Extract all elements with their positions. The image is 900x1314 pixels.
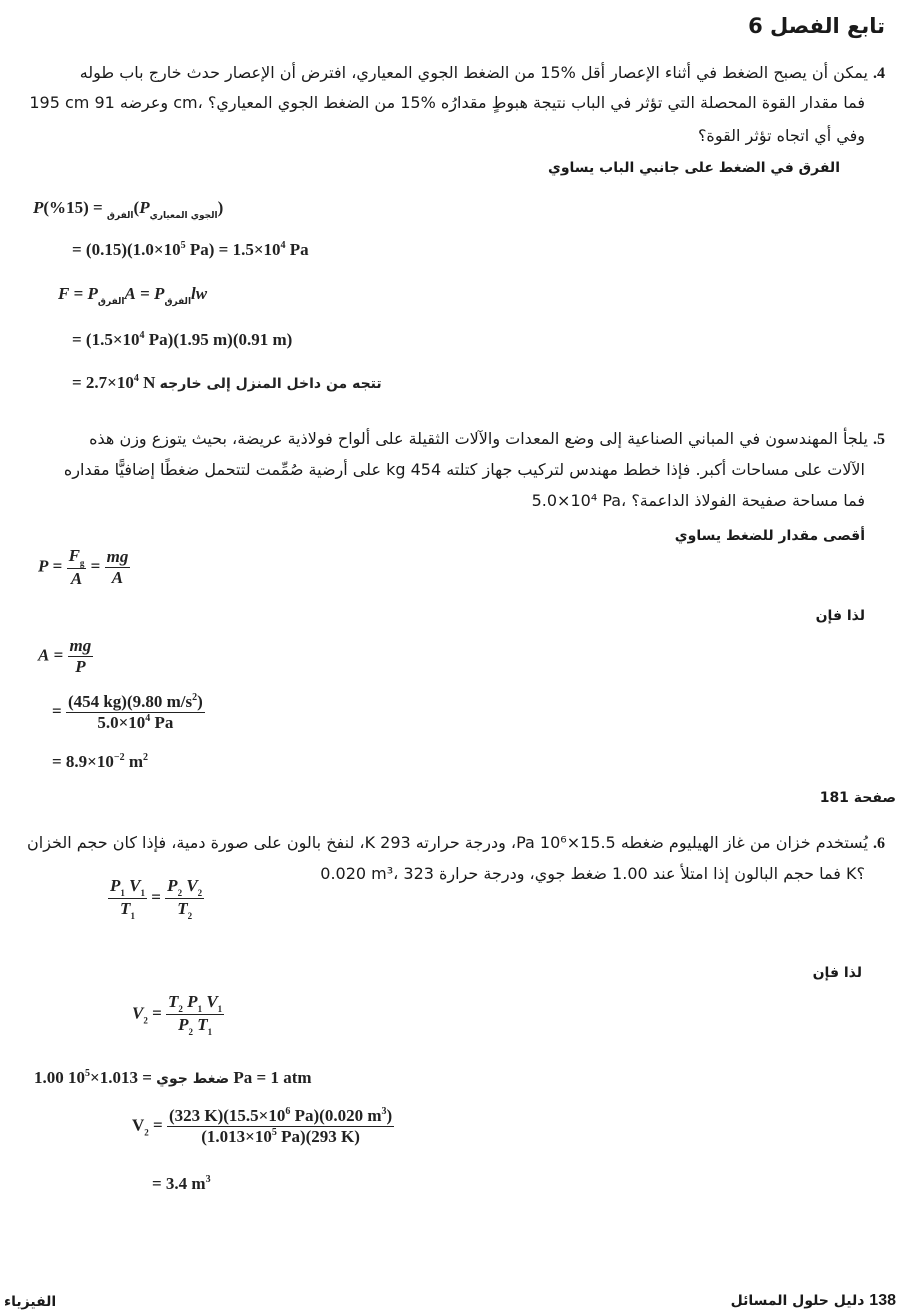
q6-eq-4: $V_2$ = $\frac{(323 K)(15.5\times 10^6 Pa)(0.020 m^3)}{(1.013\times 10^5 Pa)(293 K)}$ <box>132 1106 393 1146</box>
question-6-line1 <box>27 828 885 858</box>
q5-therefore: لذا فإن <box>815 608 865 624</box>
sub-diff-2: الفرق <box>97 297 125 307</box>
q6-frac-1: $\frac{P_1 V_1}{T_1}$ <box>110 876 145 921</box>
question-5-line3: 5.0×10⁴ Pa، فما مساحة صفيحة الفولاذ الداعمة؟ <box>531 491 865 510</box>
q6-eq-3: 1.00 ضغط جوي = $1.013\times 10^5$ Pa = 1 atm <box>34 1068 312 1087</box>
question-4-text-1: يمكن أن يصبح الضغط في أثناء الإعصار أقل %15 من الضغط الجوي المعياري، افترض أن الإعصار حدث خارج باب طوله <box>79 63 868 82</box>
question-5-line2: الآلات على مساحات أكبر. فإذا خطط مهندس لتركيب جهاز كتلته 454 kg على أرضية صُمِّمت لتتحمل ضغطًا إضافيًّا مقداره <box>63 460 865 479</box>
q5-frac-4: $\frac{(454 kg)(9.80 m/s^2)}{5.0\times 10^4 Pa}$ <box>67 692 203 732</box>
q4-eq-5: = $2.7\times 10^4$ N تتجه من داخل المنزل إلى خارجه <box>72 373 382 392</box>
question-4-number: 4. <box>873 65 885 82</box>
question-6-line2: 0.020 m³، فما حجم البالون إذا امتلأ عند 1.00 ضغط جوي، ودرجة حرارة 323 K؟ <box>320 864 865 883</box>
q5-eq-4: = $8.9\times 10^{-2}$ $m^2$ <box>52 752 148 771</box>
q6-atm-value: 1.00 <box>34 1068 64 1087</box>
footer-subject: الفيزياء <box>4 1294 57 1310</box>
q6-frac-3: $\frac{T_2 P_1 V_1}{P_2 T_1}$ <box>168 992 223 1037</box>
q5-eq-2: A = $\frac{mg}{P}$ <box>38 636 92 676</box>
q4-eq-4: = ($1.5\times 10^4$ Pa)(1.95 m)(0.91 m) <box>72 330 293 349</box>
page-marker: صفحة 181 <box>819 790 896 806</box>
q5-frac-1: $\frac{F_g}{A}$ <box>68 546 85 588</box>
question-4-line2: 195 cm وعرضه 91 cm، فما مقدار القوة المحصلة التي تؤثر في الباب نتيجة هبوطٍ مقدارُه %15 من الضغط الجوي المعياري؟ <box>29 93 865 112</box>
question-4-line1 <box>80 58 885 88</box>
q4-eq-2: = $(0.15)(1.0\times 10^5$ $Pa) = 1.5\times 10^4$ Pa <box>72 240 309 259</box>
question-4-line3: وفي أي اتجاه تؤثر القوة؟ <box>697 126 865 145</box>
question-6-text-1: يُستخدم خزان من غاز الهيليوم ضغطه 15.5×10⁶ Pa، ودرجة حرارته 293 K، لنفخ بالون على صورة دمية، فإذا كان حجم الخزان <box>27 833 868 852</box>
question-5-text-1: يلجأ المهندسون في المباني الصناعية إلى وضع المعدات والآلات الثقيلة على ألواح فولاذية عريضة، بحيث يتوزع وزن هذه <box>89 429 868 448</box>
sub-diff: الفرق <box>106 211 134 221</box>
q4-eq-1: P $_{الفرق} = (15\%)(P_{الجوي المعياري})$ <box>33 198 224 221</box>
q6-frac-2: $\frac{P_2 V_2}{T_2}$ <box>167 876 203 921</box>
q6-eq-2: $V_2$ = $\frac{T_2 P_1 V_1}{P_2 T_1}$ <box>132 992 223 1037</box>
footer-right <box>731 1292 896 1310</box>
q6-eq-5: = 3.4 $m^3$ <box>152 1174 211 1193</box>
q6-eq-1: $\frac{P_1 V_1}{T_1}$ = $\frac{P_2 V_2}{T_2}$ <box>110 876 203 921</box>
footer-title: دليل حلول المسائل <box>730 1293 865 1309</box>
q5-frac-3: $\frac{mg}{P}$ <box>69 636 92 676</box>
q4-eq-3: $F = P_{الفرق}A = P_{الفرق}lw$ <box>58 284 208 307</box>
q6-atm-label: ضغط جوي <box>156 1071 230 1087</box>
chapter-title: تابع الفصل 6 <box>748 14 885 38</box>
sub-atm: الجوي المعياري <box>149 211 218 221</box>
question-4-label: الفرق في الضغط على جانبي الباب يساوي <box>548 160 840 176</box>
q6-frac-4: $\frac{(323 K)(15.5\times 10^6 Pa)(0.020 m^3)}{(1.013\times 10^5 Pa)(293 K)}$ <box>168 1106 393 1146</box>
sub-diff-3: الفرق <box>164 297 192 307</box>
footer-page-number: 138 <box>869 1292 896 1309</box>
question-5-line1 <box>89 424 885 454</box>
q6-therefore: لذا فإن <box>812 965 862 981</box>
q5-eq-1: P = $\frac{F_g}{A}$ = $\frac{mg}{A}$ <box>38 546 129 588</box>
q5-frac-2: $\frac{mg}{A}$ <box>106 547 129 587</box>
question-6-number: 6. <box>873 835 885 852</box>
question-5-label: أقصى مقدار للضغط يساوي <box>674 528 865 544</box>
q4-direction: تتجه من داخل المنزل إلى خارجه <box>159 376 382 392</box>
question-5-number: 5. <box>873 431 885 448</box>
q5-eq-3: = $\frac{(454 kg)(9.80 m/s^2)}{5.0\times 10^4 Pa}$ <box>52 692 203 732</box>
